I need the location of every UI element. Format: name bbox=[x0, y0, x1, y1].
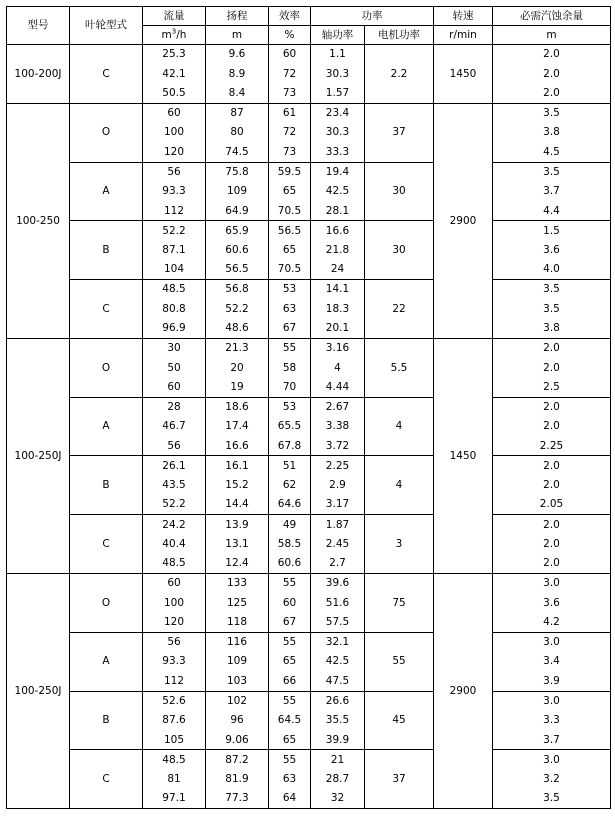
head-cell: 8.4 bbox=[206, 84, 269, 104]
impeller-type-cell: C bbox=[70, 280, 143, 339]
motor-power-cell: 37 bbox=[365, 750, 434, 809]
head-cell: 87.2 bbox=[206, 750, 269, 770]
efficiency-cell: 55 bbox=[269, 691, 311, 711]
npsh-cell: 3.8 bbox=[493, 319, 611, 339]
flow-cell: 105 bbox=[143, 730, 206, 750]
table-row bbox=[7, 397, 611, 417]
flow-cell: 56 bbox=[143, 162, 206, 182]
head-cell: 9.6 bbox=[206, 45, 269, 65]
head-cell: 109 bbox=[206, 652, 269, 672]
shaft-power-cell: 24 bbox=[311, 260, 365, 280]
head-cell: 16.6 bbox=[206, 436, 269, 456]
motor-power-cell: 3 bbox=[365, 515, 434, 574]
npsh-cell: 2.0 bbox=[493, 456, 611, 476]
impeller-type-cell: A bbox=[70, 162, 143, 221]
efficiency-cell: 65 bbox=[269, 240, 311, 260]
npsh-cell: 2.0 bbox=[493, 534, 611, 554]
shaft-power-cell: 20.1 bbox=[311, 319, 365, 339]
flow-cell: 100 bbox=[143, 123, 206, 143]
shaft-power-cell: 2.45 bbox=[311, 534, 365, 554]
npsh-cell: 2.5 bbox=[493, 378, 611, 398]
flow-cell: 43.5 bbox=[143, 476, 206, 496]
npsh-cell: 3.0 bbox=[493, 574, 611, 594]
head-cell: 75.8 bbox=[206, 162, 269, 182]
head-cell: 48.6 bbox=[206, 319, 269, 339]
motor-power-cell: 30 bbox=[365, 162, 434, 221]
model-cell: 100-200J bbox=[7, 45, 70, 104]
table-row bbox=[7, 338, 611, 358]
efficiency-cell: 66 bbox=[269, 672, 311, 692]
npsh-cell: 2.0 bbox=[493, 64, 611, 84]
efficiency-cell: 58 bbox=[269, 358, 311, 378]
efficiency-cell: 49 bbox=[269, 515, 311, 535]
shaft-power-cell: 47.5 bbox=[311, 672, 365, 692]
shaft-power-cell: 14.1 bbox=[311, 280, 365, 300]
npsh-cell: 4.4 bbox=[493, 201, 611, 221]
efficiency-cell: 65.5 bbox=[269, 417, 311, 437]
efficiency-cell: 72 bbox=[269, 123, 311, 143]
npsh-cell: 2.0 bbox=[493, 515, 611, 535]
efficiency-cell: 64.6 bbox=[269, 495, 311, 515]
head-cell: 77.3 bbox=[206, 789, 269, 809]
table-row bbox=[7, 221, 611, 241]
shaft-power-cell: 2.67 bbox=[311, 397, 365, 417]
efficiency-cell: 55 bbox=[269, 750, 311, 770]
npsh-cell: 2.0 bbox=[493, 45, 611, 65]
flow-cell: 97.1 bbox=[143, 789, 206, 809]
shaft-power-cell: 39.9 bbox=[311, 730, 365, 750]
head-cell: 14.4 bbox=[206, 495, 269, 515]
flow-cell: 60 bbox=[143, 103, 206, 123]
head-cell: 56.8 bbox=[206, 280, 269, 300]
npsh-cell: 3.6 bbox=[493, 240, 611, 260]
shaft-power-cell: 21.8 bbox=[311, 240, 365, 260]
shaft-power-cell: 3.17 bbox=[311, 495, 365, 515]
table-row bbox=[7, 515, 611, 535]
npsh-cell: 2.0 bbox=[493, 554, 611, 574]
npsh-cell: 4.5 bbox=[493, 142, 611, 162]
head-cell: 12.4 bbox=[206, 554, 269, 574]
flow-cell: 48.5 bbox=[143, 280, 206, 300]
table-row bbox=[7, 632, 611, 652]
flow-cell: 26.1 bbox=[143, 456, 206, 476]
efficiency-cell: 67 bbox=[269, 319, 311, 339]
motor-power-cell: 55 bbox=[365, 632, 434, 691]
head-cell: 96 bbox=[206, 711, 269, 731]
efficiency-cell: 67 bbox=[269, 613, 311, 633]
shaft-power-cell: 4 bbox=[311, 358, 365, 378]
efficiency-unit: % bbox=[269, 26, 311, 45]
head-cell: 103 bbox=[206, 672, 269, 692]
head-cell: 74.5 bbox=[206, 142, 269, 162]
flow-cell: 42.1 bbox=[143, 64, 206, 84]
npsh-cell: 3.5 bbox=[493, 299, 611, 319]
col-impeller: 叶轮型式 bbox=[70, 7, 143, 45]
col-power: 功率 bbox=[311, 7, 434, 26]
impeller-type-cell: C bbox=[70, 750, 143, 809]
flow-cell: 52.2 bbox=[143, 495, 206, 515]
flow-cell: 25.3 bbox=[143, 45, 206, 65]
efficiency-cell: 58.5 bbox=[269, 534, 311, 554]
shaft-power-cell: 2.9 bbox=[311, 476, 365, 496]
efficiency-cell: 73 bbox=[269, 84, 311, 104]
efficiency-cell: 65 bbox=[269, 730, 311, 750]
table-row bbox=[7, 45, 611, 65]
motor-power-cell: 75 bbox=[365, 574, 434, 633]
npsh-cell: 3.5 bbox=[493, 280, 611, 300]
npsh-cell: 2.0 bbox=[493, 397, 611, 417]
shaft-power-cell: 1.57 bbox=[311, 84, 365, 104]
motor-power-cell: 22 bbox=[365, 280, 434, 339]
shaft-power-cell: 42.5 bbox=[311, 182, 365, 202]
flow-cell: 50 bbox=[143, 358, 206, 378]
efficiency-cell: 53 bbox=[269, 280, 311, 300]
efficiency-cell: 53 bbox=[269, 397, 311, 417]
shaft-power-cell: 23.4 bbox=[311, 103, 365, 123]
shaft-power-cell: 28.1 bbox=[311, 201, 365, 221]
model-cell: 100-250J bbox=[7, 338, 70, 573]
shaft-power-cell: 4.44 bbox=[311, 378, 365, 398]
head-cell: 133 bbox=[206, 574, 269, 594]
flow-cell: 81 bbox=[143, 769, 206, 789]
npsh-cell: 3.5 bbox=[493, 162, 611, 182]
efficiency-cell: 55 bbox=[269, 574, 311, 594]
col-flow: 流量 bbox=[143, 7, 206, 26]
flow-cell: 120 bbox=[143, 613, 206, 633]
npsh-cell: 3.5 bbox=[493, 103, 611, 123]
head-cell: 52.2 bbox=[206, 299, 269, 319]
head-cell: 80 bbox=[206, 123, 269, 143]
shaft-power-cell: 39.6 bbox=[311, 574, 365, 594]
head-cell: 81.9 bbox=[206, 769, 269, 789]
flow-cell: 52.6 bbox=[143, 691, 206, 711]
flow-cell: 80.8 bbox=[143, 299, 206, 319]
flow-cell: 87.1 bbox=[143, 240, 206, 260]
head-cell: 64.9 bbox=[206, 201, 269, 221]
efficiency-cell: 55 bbox=[269, 632, 311, 652]
npsh-cell: 3.6 bbox=[493, 593, 611, 613]
shaft-power-cell: 1.1 bbox=[311, 45, 365, 65]
head-cell: 102 bbox=[206, 691, 269, 711]
motor-power-cell: 37 bbox=[365, 103, 434, 162]
head-cell: 56.5 bbox=[206, 260, 269, 280]
efficiency-cell: 73 bbox=[269, 142, 311, 162]
npsh-cell: 3.2 bbox=[493, 769, 611, 789]
table-row bbox=[7, 750, 611, 770]
shaft-power-cell: 57.5 bbox=[311, 613, 365, 633]
efficiency-cell: 65 bbox=[269, 182, 311, 202]
head-cell: 18.6 bbox=[206, 397, 269, 417]
shaft-power-cell: 2.25 bbox=[311, 456, 365, 476]
head-cell: 65.9 bbox=[206, 221, 269, 241]
shaft-power-cell: 2.7 bbox=[311, 554, 365, 574]
shaft-power-cell: 16.6 bbox=[311, 221, 365, 241]
flow-cell: 87.6 bbox=[143, 711, 206, 731]
head-cell: 15.2 bbox=[206, 476, 269, 496]
efficiency-cell: 70.5 bbox=[269, 260, 311, 280]
col-model: 型号 bbox=[7, 7, 70, 45]
motor-power-cell: 30 bbox=[365, 221, 434, 280]
flow-cell: 120 bbox=[143, 142, 206, 162]
header-row-1 bbox=[7, 7, 611, 26]
efficiency-cell: 65 bbox=[269, 652, 311, 672]
npsh-cell: 4.0 bbox=[493, 260, 611, 280]
npsh-cell: 3.7 bbox=[493, 730, 611, 750]
flow-cell: 60 bbox=[143, 574, 206, 594]
npsh-cell: 4.2 bbox=[493, 613, 611, 633]
npsh-cell: 1.5 bbox=[493, 221, 611, 241]
shaft-power-cell: 51.6 bbox=[311, 593, 365, 613]
npsh-cell: 3.0 bbox=[493, 691, 611, 711]
head-unit: m bbox=[206, 26, 269, 45]
shaft-power-cell: 26.6 bbox=[311, 691, 365, 711]
npsh-cell: 3.8 bbox=[493, 123, 611, 143]
flow-cell: 50.5 bbox=[143, 84, 206, 104]
npsh-cell: 3.4 bbox=[493, 652, 611, 672]
shaft-power-cell: 30.3 bbox=[311, 123, 365, 143]
motor-power-cell: 4 bbox=[365, 397, 434, 456]
impeller-type-cell: O bbox=[70, 338, 143, 397]
npsh-cell: 2.25 bbox=[493, 436, 611, 456]
table-row bbox=[7, 103, 611, 123]
col-npsh: 必需汽蚀余量 bbox=[493, 7, 611, 26]
head-cell: 13.9 bbox=[206, 515, 269, 535]
flow-cell: 24.2 bbox=[143, 515, 206, 535]
efficiency-cell: 64.5 bbox=[269, 711, 311, 731]
efficiency-cell: 60 bbox=[269, 45, 311, 65]
shaft-power-cell: 19.4 bbox=[311, 162, 365, 182]
speed-unit: r/min bbox=[434, 26, 493, 45]
shaft-power-cell: 3.16 bbox=[311, 338, 365, 358]
npsh-cell: 2.0 bbox=[493, 358, 611, 378]
head-cell: 21.3 bbox=[206, 338, 269, 358]
flow-cell: 46.7 bbox=[143, 417, 206, 437]
head-cell: 109 bbox=[206, 182, 269, 202]
shaft-power-cell: 3.38 bbox=[311, 417, 365, 437]
speed-cell: 1450 bbox=[434, 338, 493, 573]
npsh-cell: 3.7 bbox=[493, 182, 611, 202]
impeller-type-cell: O bbox=[70, 103, 143, 162]
table-row bbox=[7, 162, 611, 182]
npsh-cell: 3.9 bbox=[493, 672, 611, 692]
head-cell: 9.06 bbox=[206, 730, 269, 750]
shaft-power-cell: 21 bbox=[311, 750, 365, 770]
npsh-cell: 2.0 bbox=[493, 476, 611, 496]
table-row bbox=[7, 456, 611, 476]
head-cell: 87 bbox=[206, 103, 269, 123]
head-cell: 16.1 bbox=[206, 456, 269, 476]
efficiency-cell: 67.8 bbox=[269, 436, 311, 456]
npsh-cell: 3.0 bbox=[493, 632, 611, 652]
model-cell: 100-250 bbox=[7, 103, 70, 338]
speed-cell: 2900 bbox=[434, 103, 493, 338]
head-cell: 17.4 bbox=[206, 417, 269, 437]
npsh-cell: 2.0 bbox=[493, 417, 611, 437]
flow-cell: 96.9 bbox=[143, 319, 206, 339]
flow-cell: 48.5 bbox=[143, 554, 206, 574]
npsh-cell: 3.5 bbox=[493, 789, 611, 809]
flow-cell: 30 bbox=[143, 338, 206, 358]
flow-cell: 40.4 bbox=[143, 534, 206, 554]
speed-cell: 1450 bbox=[434, 45, 493, 104]
flow-cell: 112 bbox=[143, 672, 206, 692]
table-row bbox=[7, 691, 611, 711]
shaft-power-cell: 42.5 bbox=[311, 652, 365, 672]
efficiency-cell: 61 bbox=[269, 103, 311, 123]
efficiency-cell: 63 bbox=[269, 769, 311, 789]
impeller-type-cell: O bbox=[70, 574, 143, 633]
efficiency-cell: 70 bbox=[269, 378, 311, 398]
impeller-type-cell: B bbox=[70, 221, 143, 280]
impeller-type-cell: C bbox=[70, 515, 143, 574]
head-cell: 116 bbox=[206, 632, 269, 652]
shaft-power-cell: 18.3 bbox=[311, 299, 365, 319]
flow-cell: 28 bbox=[143, 397, 206, 417]
col-speed: 转速 bbox=[434, 7, 493, 26]
flow-cell: 60 bbox=[143, 378, 206, 398]
flow-cell: 48.5 bbox=[143, 750, 206, 770]
motor-power-header: 电机功率 bbox=[365, 26, 434, 45]
flow-cell: 93.3 bbox=[143, 652, 206, 672]
model-cell: 100-250J bbox=[7, 574, 70, 809]
flow-unit: $m^3/h$ bbox=[143, 26, 206, 45]
shaft-power-cell: 3.72 bbox=[311, 436, 365, 456]
shaft-power-cell: 1.87 bbox=[311, 515, 365, 535]
table-row bbox=[7, 280, 611, 300]
shaft-power-cell: 32.1 bbox=[311, 632, 365, 652]
head-cell: 8.9 bbox=[206, 64, 269, 84]
motor-power-cell: 5.5 bbox=[365, 338, 434, 397]
efficiency-cell: 56.5 bbox=[269, 221, 311, 241]
efficiency-cell: 55 bbox=[269, 338, 311, 358]
head-cell: 13.1 bbox=[206, 534, 269, 554]
head-cell: 20 bbox=[206, 358, 269, 378]
table-row bbox=[7, 574, 611, 594]
flow-cell: 52.2 bbox=[143, 221, 206, 241]
col-efficiency: 效率 bbox=[269, 7, 311, 26]
table-body bbox=[7, 45, 611, 809]
shaft-power-cell: 33.3 bbox=[311, 142, 365, 162]
efficiency-cell: 60.6 bbox=[269, 554, 311, 574]
efficiency-cell: 51 bbox=[269, 456, 311, 476]
npsh-cell: 3.0 bbox=[493, 750, 611, 770]
impeller-type-cell: B bbox=[70, 691, 143, 750]
impeller-type-cell: A bbox=[70, 397, 143, 456]
npsh-cell: 2.0 bbox=[493, 84, 611, 104]
flow-cell: 56 bbox=[143, 632, 206, 652]
col-head: 扬程 bbox=[206, 7, 269, 26]
efficiency-cell: 70.5 bbox=[269, 201, 311, 221]
npsh-unit: m bbox=[493, 26, 611, 45]
efficiency-cell: 59.5 bbox=[269, 162, 311, 182]
efficiency-cell: 64 bbox=[269, 789, 311, 809]
flow-cell: 104 bbox=[143, 260, 206, 280]
shaft-power-cell: 30.3 bbox=[311, 64, 365, 84]
head-cell: 118 bbox=[206, 613, 269, 633]
shaft-power-cell: 32 bbox=[311, 789, 365, 809]
table-header bbox=[7, 7, 611, 45]
shaft-power-header: 轴功率 bbox=[311, 26, 365, 45]
flow-cell: 112 bbox=[143, 201, 206, 221]
motor-power-cell: 4 bbox=[365, 456, 434, 515]
head-cell: 19 bbox=[206, 378, 269, 398]
efficiency-cell: 62 bbox=[269, 476, 311, 496]
impeller-type-cell: C bbox=[70, 45, 143, 104]
efficiency-cell: 72 bbox=[269, 64, 311, 84]
head-cell: 125 bbox=[206, 593, 269, 613]
flow-cell: 56 bbox=[143, 436, 206, 456]
npsh-cell: 2.05 bbox=[493, 495, 611, 515]
pump-performance-table bbox=[6, 6, 611, 809]
efficiency-cell: 60 bbox=[269, 593, 311, 613]
head-cell: 60.6 bbox=[206, 240, 269, 260]
flow-cell: 93.3 bbox=[143, 182, 206, 202]
motor-power-cell: 2.2 bbox=[365, 45, 434, 104]
motor-power-cell: 45 bbox=[365, 691, 434, 750]
speed-cell: 2900 bbox=[434, 574, 493, 809]
impeller-type-cell: B bbox=[70, 456, 143, 515]
npsh-cell: 3.3 bbox=[493, 711, 611, 731]
npsh-cell: 2.0 bbox=[493, 338, 611, 358]
shaft-power-cell: 28.7 bbox=[311, 769, 365, 789]
efficiency-cell: 63 bbox=[269, 299, 311, 319]
shaft-power-cell: 35.5 bbox=[311, 711, 365, 731]
flow-cell: 100 bbox=[143, 593, 206, 613]
impeller-type-cell: A bbox=[70, 632, 143, 691]
